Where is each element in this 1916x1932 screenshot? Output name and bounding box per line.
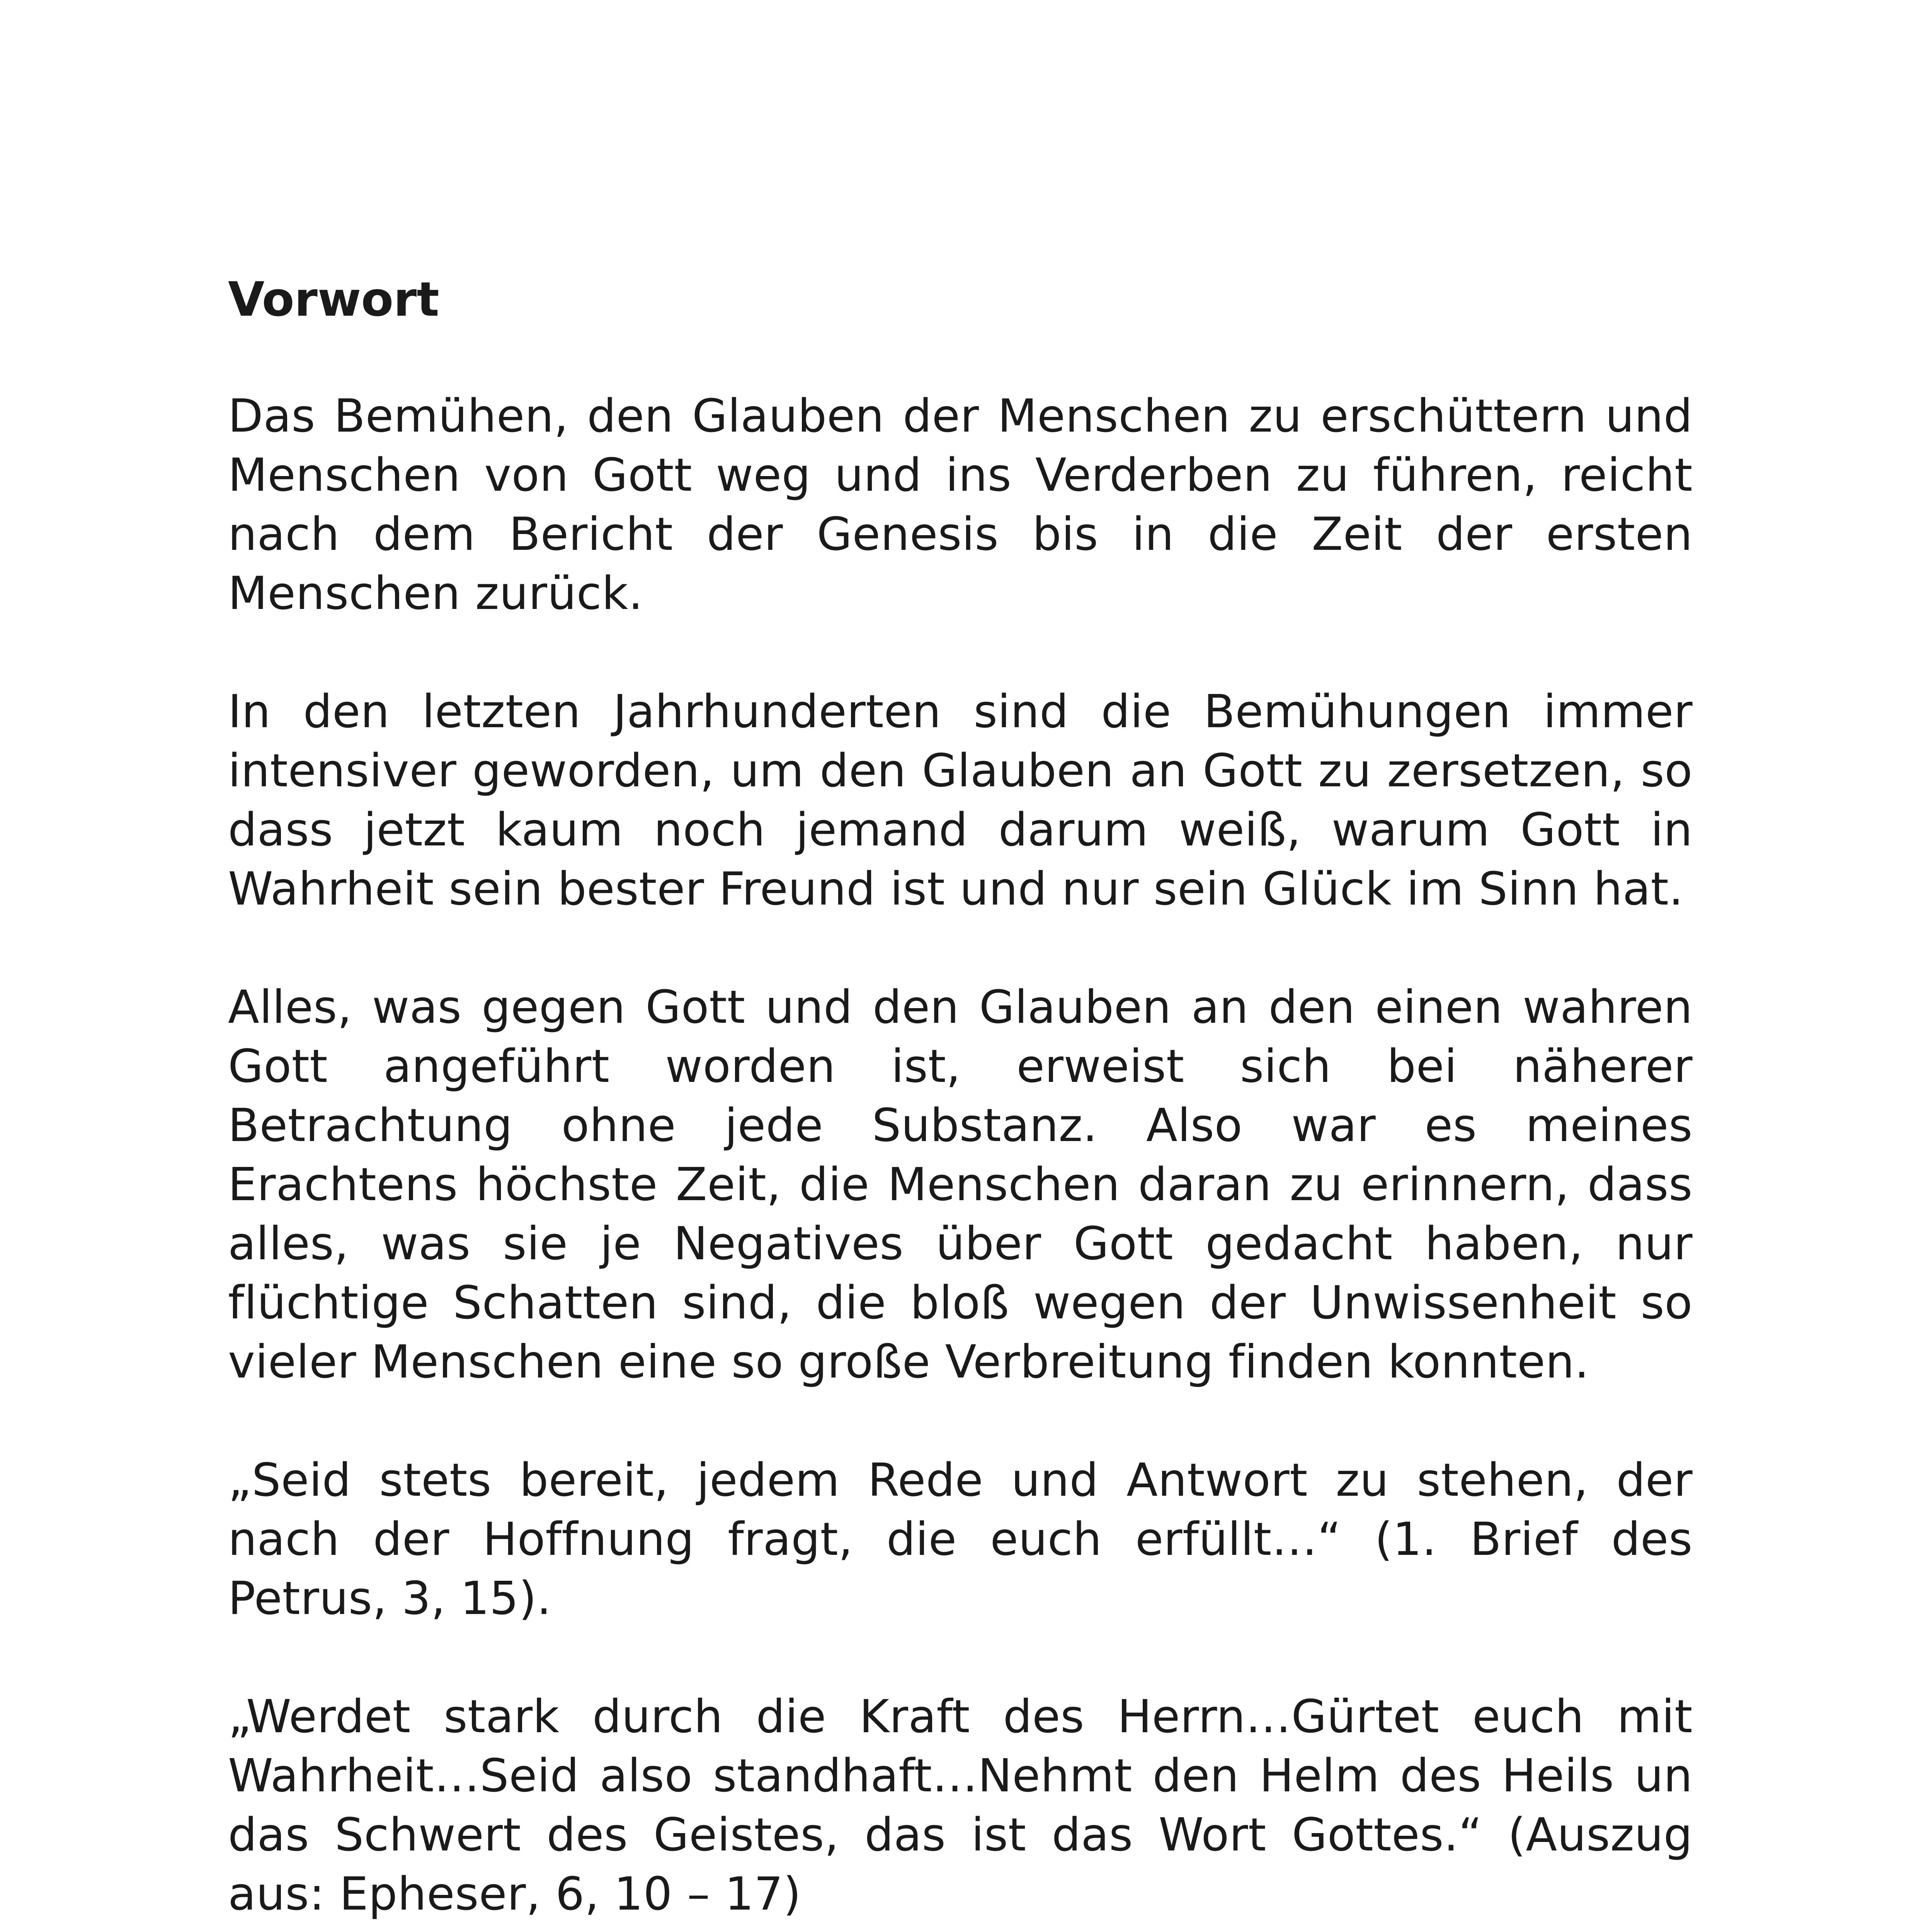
paragraph-arguments: Alles, was gegen Gott und den Glauben an den einen wahren Gott angeführt worden ist, erweist sich bei näherer Betrachtung ohne jede Substanz. Also war es meines Erachtens höchste Zeit, die Menschen daran zu erinnern, dass alles, was sie je Negatives über Gott gedacht haben, nur flüchtige Schatten sind, die bloß wegen der Unwissenheit so vieler Menschen eine so große Verbreitung finden konnten. [228,980,1693,1388]
paragraph-centuries: In den letzten Jahrhunderten sind die Bemühungen immer intensiver geworden, um den Glauben an Gott zu zersetzen, so dass jetzt kaum noch jemand darum weiß, warum Gott in Wahrheit sein bester Freund ist und nur sein Glück im Sinn hat. [228,685,1693,915]
page-title: Vorwort [228,272,439,327]
page-content [228,270,1693,1932]
quote-petrus: „Seid stets bereit, jedem Rede und Antwort zu stehen, der nach der Hoffnung fragt, die euch erfüllt…“ (1. Brief des Petrus, 3, 15). [228,1453,1693,1625]
paragraph-intro: Das Bemühen, den Glauben der Menschen zu erschüttern und Menschen von Gott weg und ins Verderben zu führen, reicht nach dem Bericht der Genesis bis in die Zeit der ersten Menschen zurück. [228,389,1693,620]
quote-epheser: „Werdet stark durch die Kraft des Herrn…Gürtet euch mit Wahrheit…Seid also standhaft…Nehmt den Helm des Heils un das Schwert des Geistes, das ist das Wort Gottes.“ (Auszug aus: Epheser, 6, 10 – 17) [228,1690,1693,1920]
